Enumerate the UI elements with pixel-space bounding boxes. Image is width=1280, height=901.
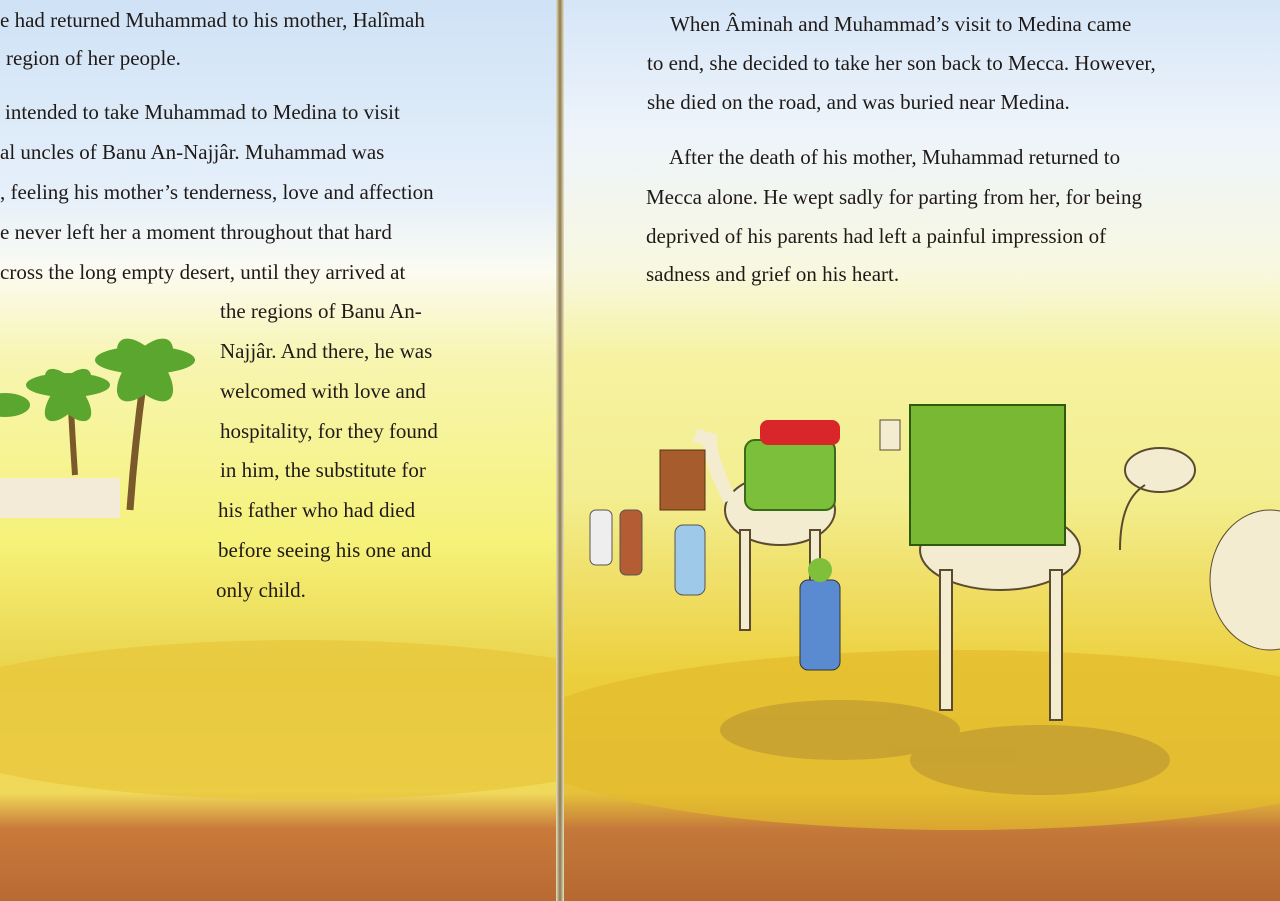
text-line: , feeling his mother’s tenderness, love and affection xyxy=(0,180,434,204)
text-line: When Âminah and Muhammad’s visit to Medina came xyxy=(670,12,1132,36)
book-gutter xyxy=(556,0,564,901)
text-line: cross the long empty desert, until they arrived at xyxy=(0,260,406,284)
text-line: hospitality, for they found xyxy=(220,419,438,443)
camel-saddle-bag xyxy=(745,440,835,510)
camel-saddle-bag xyxy=(910,405,1065,545)
text-line: in him, the substitute for xyxy=(220,458,426,482)
sand-dune xyxy=(0,640,560,800)
text-line: to end, she decided to take her son back to Mecca. However, xyxy=(647,51,1156,75)
left-page xyxy=(0,0,560,901)
text-line: his father who had died xyxy=(218,498,416,522)
text-line: sadness and grief on his heart. xyxy=(646,262,900,286)
text-line: region of her people. xyxy=(6,46,181,70)
text-line: Najjâr. And there, he was xyxy=(220,339,433,363)
text-line: she died on the road, and was buried near Medina. xyxy=(647,90,1070,114)
text-line: deprived of his parents had left a painful impression of xyxy=(646,224,1107,248)
text-line: After the death of his mother, Muhammad returned to xyxy=(669,145,1121,169)
text-line: al uncles of Banu An-Najjâr. Muhammad was xyxy=(0,140,385,164)
text-line: Mecca alone. He wept sadly for parting from her, for being xyxy=(646,185,1142,209)
right-page xyxy=(560,0,1280,901)
text-line: e never left her a moment throughout that hard xyxy=(0,220,392,244)
text-line: intended to take Muhammad to Medina to visit xyxy=(5,100,400,124)
text-line: welcomed with love and xyxy=(220,379,426,403)
text-line: the regions of Banu An- xyxy=(220,299,422,323)
palm-trees-illustration xyxy=(0,330,220,530)
text-line: e had returned Muhammad to his mother, Halîmah xyxy=(0,8,425,32)
camel-caravan-illustration xyxy=(560,400,1280,820)
text-line: only child. xyxy=(216,578,306,602)
text-line: before seeing his one and xyxy=(218,538,432,562)
